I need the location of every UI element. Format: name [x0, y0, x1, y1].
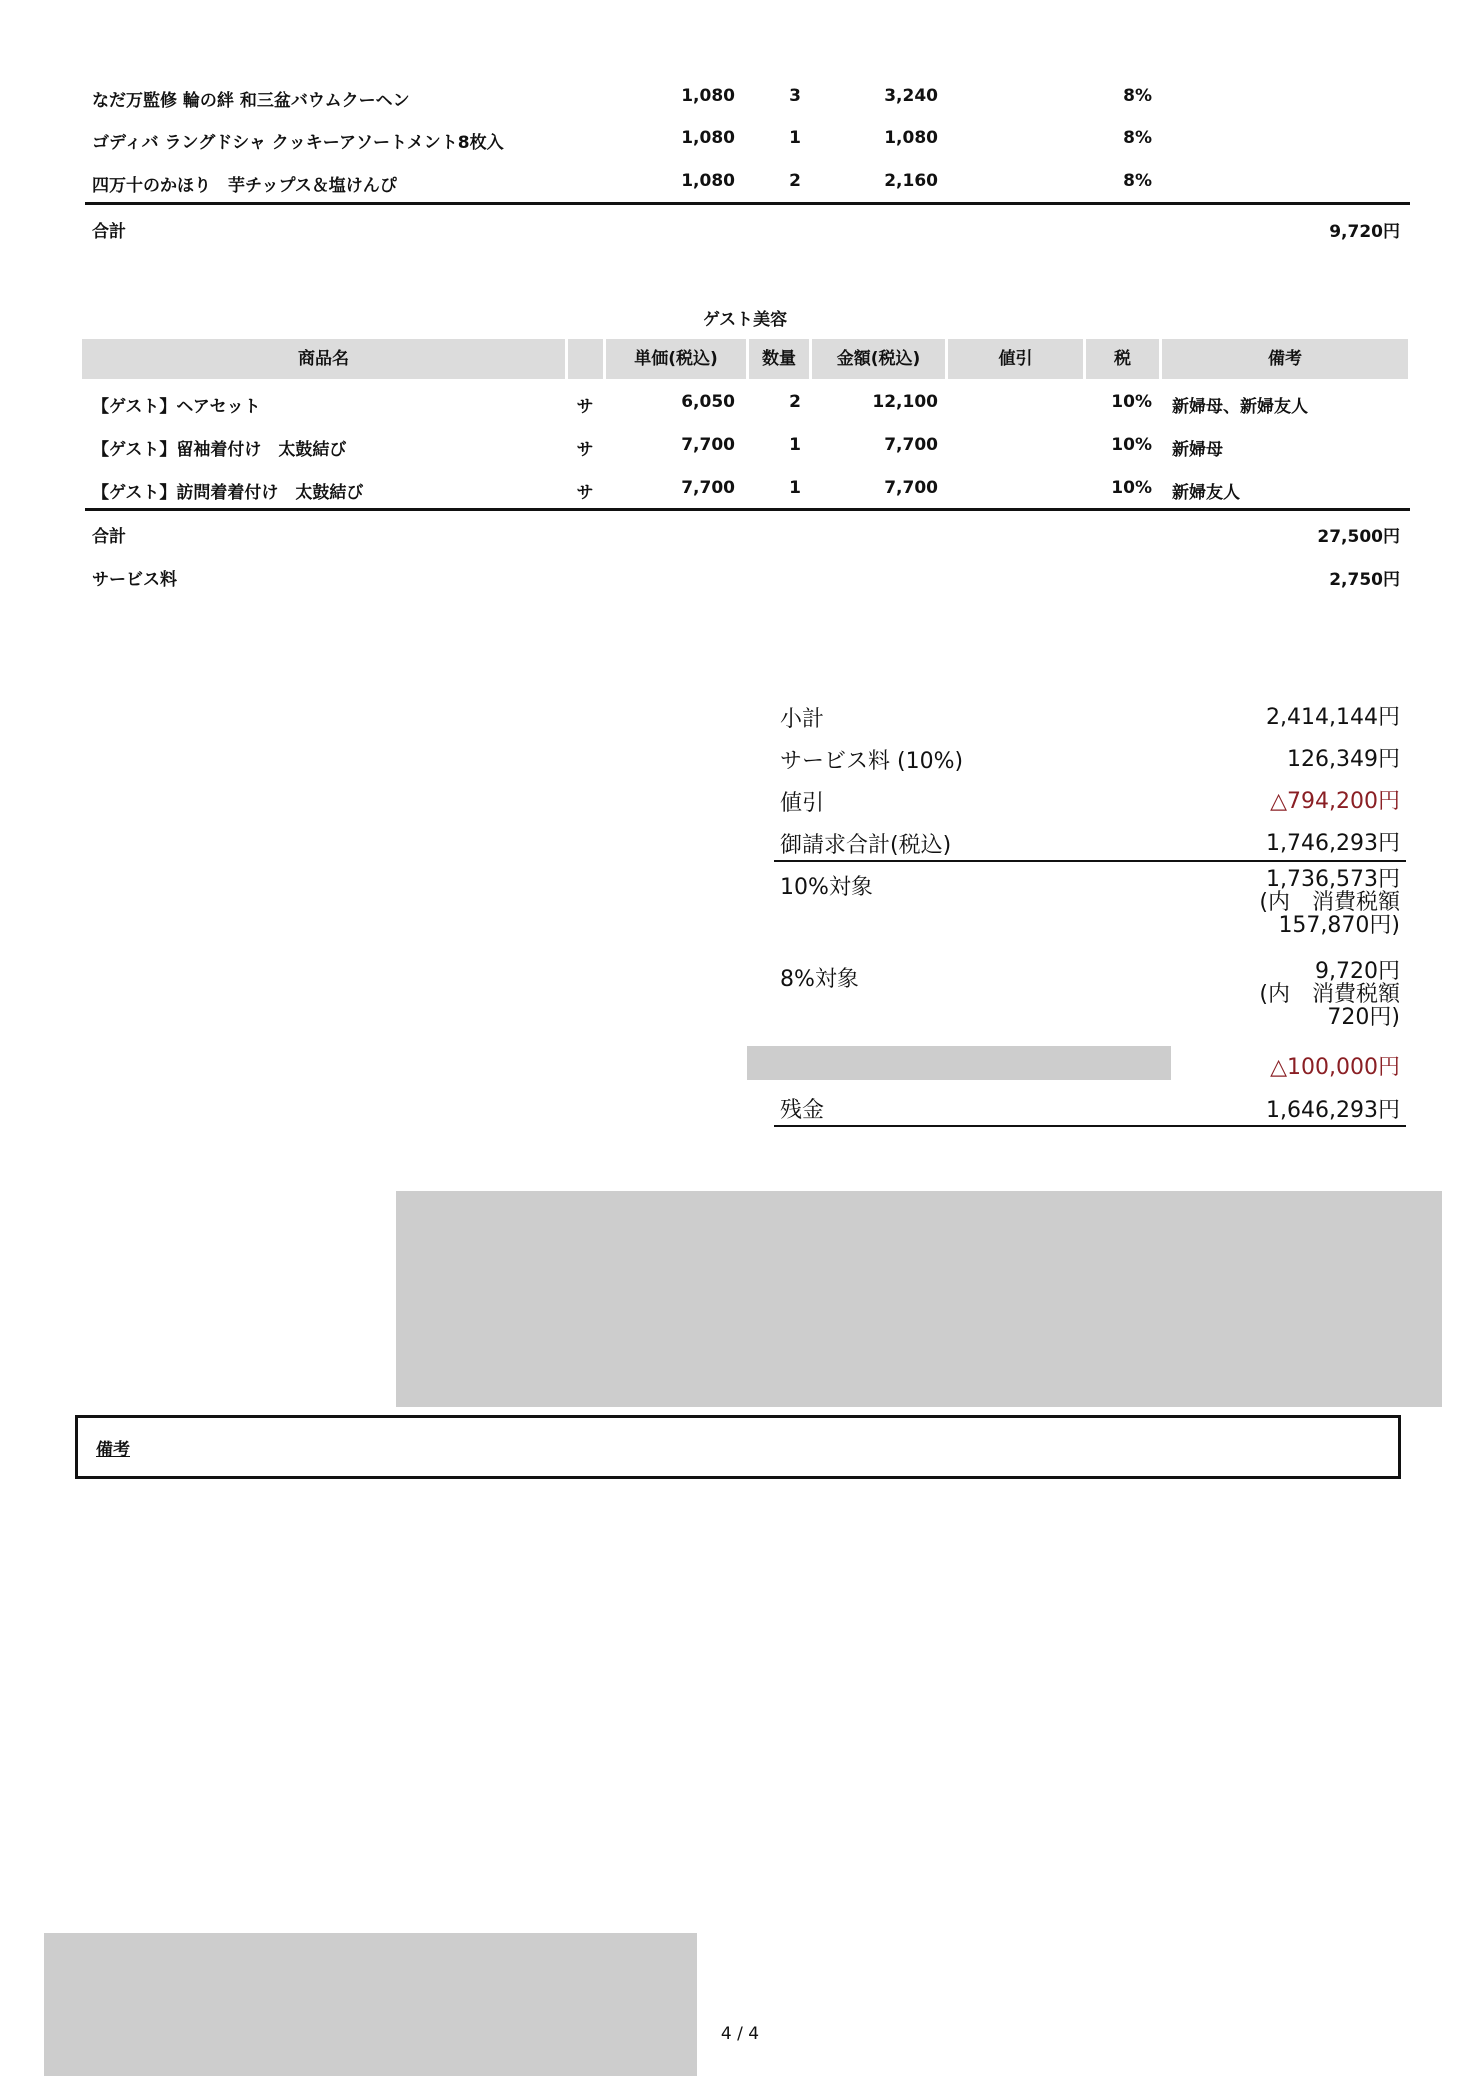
balance-label: 残金 [780, 1098, 825, 1123]
top-row-1-amount: 3,240 [884, 86, 938, 106]
guest-row-3-amount: 7,700 [884, 478, 938, 498]
notes-label: 備考 [96, 1440, 130, 1460]
top-table-total-label: 合計 [92, 222, 126, 242]
ten-percent-tax-line2: 157,870円) [1278, 913, 1400, 938]
top-row-2-name: ゴディバ ラングドシャ クッキーアソートメント8枚入 [92, 133, 504, 153]
guest-table-divider [85, 508, 1410, 511]
top-row-3-unit-price: 1,080 [681, 171, 735, 191]
top-table-total-value: 9,720円 [1329, 222, 1400, 242]
guest-row-2-qty: 1 [789, 435, 801, 455]
guest-row-2-name: 【ゲスト】留袖着付け 太鼓結び [92, 440, 347, 460]
top-row-1-unit-price: 1,080 [681, 86, 735, 106]
discount-label: 値引 [780, 791, 825, 816]
guest-section-title: ゲスト美容 [702, 310, 788, 330]
guest-row-1-remarks: 新婦母、新婦友人 [1172, 397, 1308, 417]
subtotal-label: 小計 [780, 707, 825, 732]
guest-row-2-unit-price: 7,700 [681, 435, 735, 455]
eight-percent-label: 8%対象 [780, 967, 859, 992]
header-product-name: 商品名 [82, 339, 565, 379]
redacted-deduction-value: △100,000円 [1270, 1055, 1400, 1080]
top-row-1-tax: 8% [1123, 86, 1152, 106]
balance-underline [774, 1125, 1406, 1127]
header-remarks: 備考 [1162, 339, 1408, 379]
redacted-footer-block [44, 1933, 697, 2076]
page-number: 4 / 4 [720, 2024, 760, 2044]
guest-row-1-unit-price: 6,050 [681, 392, 735, 412]
guest-row-1-amount: 12,100 [872, 392, 938, 412]
header-amount: 金額(税込) [812, 339, 945, 379]
header-tax: 税 [1086, 339, 1159, 379]
balance-value: 1,646,293円 [1266, 1098, 1400, 1123]
guest-row-1-name: 【ゲスト】ヘアセット [92, 397, 261, 417]
ten-percent-tax-line1: (内 消費税額 [1259, 890, 1400, 915]
header-unit-price: 単価(税込) [606, 339, 746, 379]
grand-total-label: 御請求合計(税込) [780, 833, 952, 858]
ten-percent-label: 10%対象 [780, 875, 873, 900]
ten-percent-value: 1,736,573円 [1266, 867, 1400, 892]
guest-row-1-mark: サ [576, 397, 594, 417]
header-discount: 値引 [948, 339, 1083, 379]
eight-percent-tax-line2: 720円) [1327, 1005, 1400, 1030]
top-row-2-amount: 1,080 [884, 128, 938, 148]
header-qty: 数量 [749, 339, 809, 379]
top-row-2-unit-price: 1,080 [681, 128, 735, 148]
guest-row-2-mark: サ [576, 440, 594, 460]
grand-total-value: 1,746,293円 [1266, 831, 1400, 856]
guest-row-1-tax: 10% [1111, 392, 1152, 412]
service-charge-value: 126,349円 [1287, 747, 1400, 772]
top-row-2-qty: 1 [789, 128, 801, 148]
guest-total-value: 27,500円 [1317, 527, 1400, 547]
discount-value: △794,200円 [1270, 789, 1400, 814]
top-row-3-amount: 2,160 [884, 171, 938, 191]
guest-row-3-mark: サ [576, 483, 594, 503]
guest-service-value: 2,750円 [1329, 570, 1400, 590]
guest-row-2-tax: 10% [1111, 435, 1152, 455]
top-row-1-qty: 3 [789, 86, 801, 106]
top-row-3-qty: 2 [789, 171, 801, 191]
guest-row-2-remarks: 新婦母 [1172, 440, 1223, 460]
eight-percent-tax-line1: (内 消費税額 [1259, 982, 1400, 1007]
guest-service-label: サービス料 [92, 570, 177, 590]
subtotal-value: 2,414,144円 [1266, 705, 1400, 730]
top-row-3-tax: 8% [1123, 171, 1152, 191]
guest-row-3-tax: 10% [1111, 478, 1152, 498]
summary-divider [774, 860, 1406, 862]
header-mark-blank [568, 339, 603, 379]
top-row-1-name: なだ万監修 輪の絆 和三盆バウムクーヘン [92, 91, 410, 111]
guest-row-2-amount: 7,700 [884, 435, 938, 455]
top-table-divider [85, 202, 1410, 205]
guest-row-3-unit-price: 7,700 [681, 478, 735, 498]
guest-total-label: 合計 [92, 527, 126, 547]
service-charge-label: サービス料 (10%) [780, 749, 964, 774]
notes-box [75, 1415, 1401, 1479]
redacted-label [747, 1046, 1171, 1080]
guest-row-3-qty: 1 [789, 478, 801, 498]
guest-row-3-remarks: 新婦友人 [1172, 483, 1240, 503]
top-row-3-name: 四万十のかほり 芋チップス＆塩けんぴ [92, 176, 397, 196]
top-row-2-tax: 8% [1123, 128, 1152, 148]
eight-percent-value: 9,720円 [1315, 959, 1400, 984]
guest-row-3-name: 【ゲスト】訪問着着付け 太鼓結び [92, 483, 364, 503]
guest-row-1-qty: 2 [789, 392, 801, 412]
redacted-block [396, 1191, 1442, 1407]
